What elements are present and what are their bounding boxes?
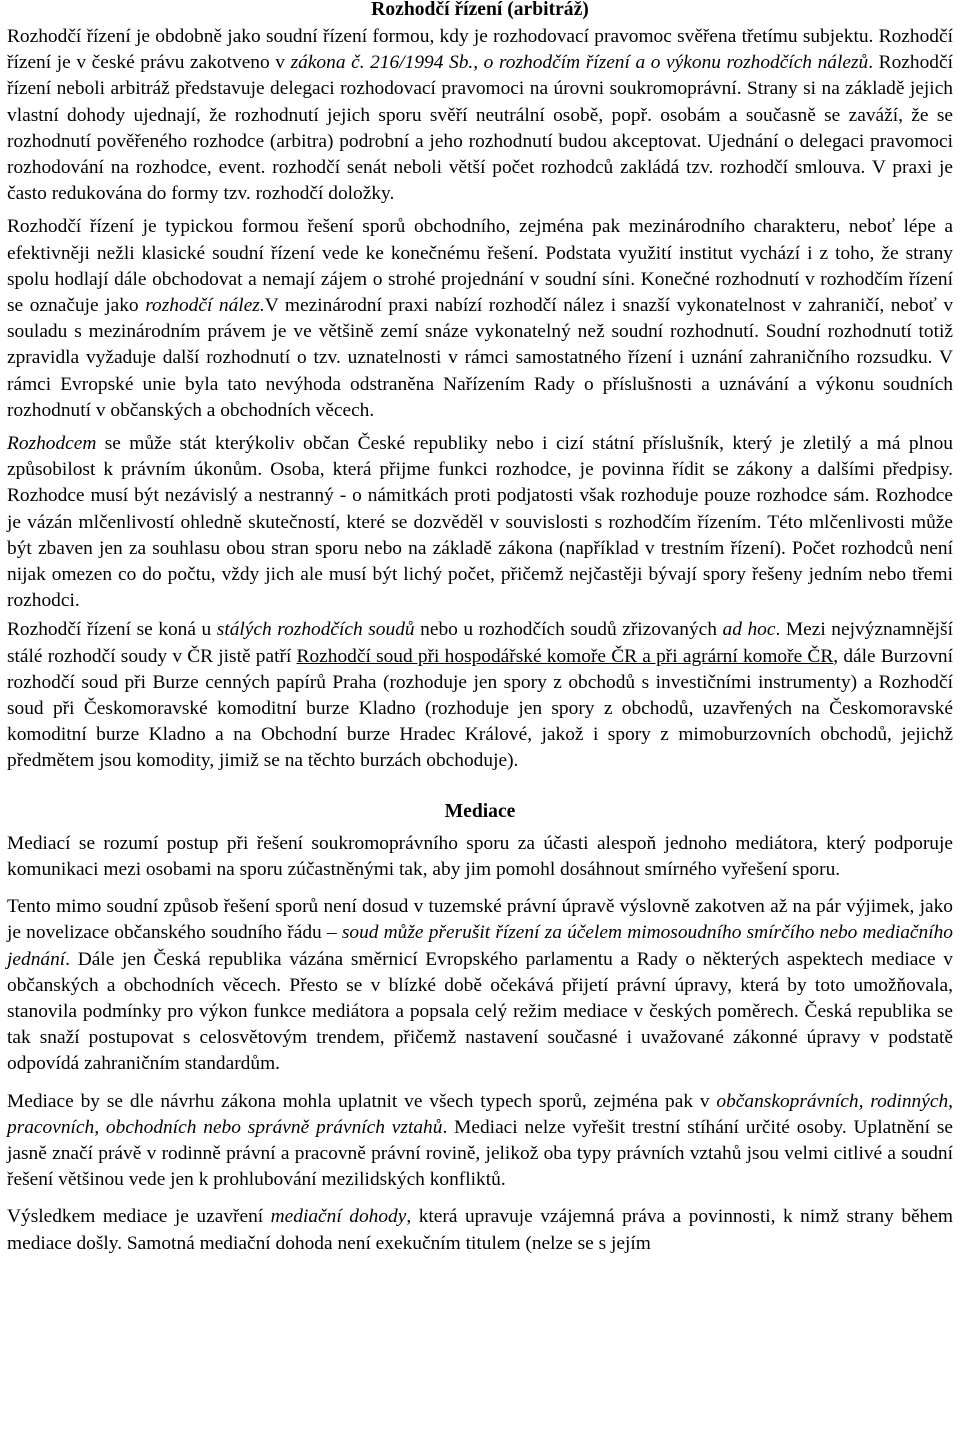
text-run: Výsledkem mediace je uzavření [7,1206,271,1228]
paragraph-mediation-agreement [7,1204,953,1256]
paragraph-mediation-legislation [7,894,953,1077]
text-run: . Mediaci nelze vyřešit trestní stíhání určité osoby. Uplatnění se jasně značí právě v rodinně právní a pracovně právní rovině, jelikož oba typy právních vztahů jsou velmi citlivé a soudní řešení většinou vede jen k prohlubování mezilidských konfliktů. [7,1116,953,1191]
paragraph-arbitration-courts [7,617,953,774]
text-run: . Dále jen Česká republika vázána směrnicí Evropského parlamentu a Rady o některých aspektech mediace v občanských a obchodních věcech. Přesto se v blízké době očekává přijetí právní úpravy, která by toto umožňovala, stanovila podmínky pro výkon funkce mediátora a popsala celý režim mediace v českých poměrech. Česká republika se tak snaží postupovat s celosvětovým trendem, přičemž nastavení současné i uvažované zákonné úpravy v podstatě odpovídá zahraničním standardům. [7,948,953,1075]
text-run: nebo u rozhodčích soudů zřizovaných [414,619,723,641]
italic-text-run: stálých rozhodčích soudů [216,619,415,641]
paragraph-arbitration-commercial [7,214,953,424]
paragraph-arbitration-intro [7,24,953,207]
paragraph-mediation-scope [7,1089,953,1194]
text-run: Rozhodčí řízení je obdobně jako soudní řízení formou, kdy je rozhodovací pravomoc svěřena třetímu subjektu. Rozhodčí řízení je v české právu zakotveno v [7,26,953,74]
text-run: Mediací se rozumí postup při řešení soukromoprávního sporu za účasti alespoň jednoho mediátora, který podporuje komunikaci mezi osobami na sporu zúčastněnými tak, aby jim pomohl dosáhnout smírného vyřešení sporu. [7,832,953,880]
italic-text-run: občanskoprávních, rodinných, pracovních, obchodních nebo správně právních vztahů [7,1090,954,1138]
italic-text-run: rozhodčí nález. [145,295,265,317]
text-run: , která upravuje vzájemná práva a povinnosti, k nimž strany během mediace došly. Samotná mediační dohoda není exekučním titulem (nelze se s jejím [7,1206,954,1254]
text-run: Mediace by se dle návrhu zákona mohla uplatnit ve všech typech sporů, zejména pak v [7,1090,717,1112]
italic-text-run: ad hoc [722,619,776,641]
text-run: , dále Burzovní rozhodčí soud při Burze cenných papírů Praha (rozhoduje jen spory z obchodů s investičními instrumenty) a Rozhodčí soud při Českomoravské komoditní burze Kladno (rozhoduje jen spory z obchodů, uzavřených na Českomoravské komoditní burze Kladno a na Obchodní burze Hradec Králové, jakož i spory z mimoburzovních obchodů, jejichž předmětem jsou komodity, jimiž se na těchto burzách obchoduje). [7,645,953,772]
text-run: Rozhodčí řízení je typickou formou řešení sporů obchodního, zejména pak mezinárodního charakteru, neboť lépe a efektivněji nežli klasické soudní řízení vede ke konečnému řešení. Podstata využití institut vychází i z toho, že strany spolu hodlají dále obchodovat a nemají zájem o strohé projednání v soudní síni. Konečné rozhodnutí v rozhodčím řízení se označuje jako [7,216,953,317]
italic-text-run: zákona č. 216/1994 Sb., o rozhodčím řízení a o výkonu rozhodčích nálezů [290,52,869,74]
text-run: Tento mimo soudní způsob řešení sporů není dosud v tuzemské právní úpravě výslovně zakotven až na pár výjimek, jako je novelizace občanského soudního řádu – [7,896,953,944]
paragraph-arbitrator [7,431,953,614]
italic-text-run: mediační dohody [270,1206,407,1228]
text-run: . Rozhodčí řízení neboli arbitráž představuje delegaci rozhodovací pravomoci na úrovni soukromoprávní. Strany si na základě jejich vlastní dohody ujednají, že rozhodnutí jejich sporu svěří neutrální osobě, popř. osobám a současně se zaváží, že se rozhodnutí pověřeného rozhodce (arbitra) podrobní a jeho rozhodnutí budou akceptovat. Ujednání o delegaci pravomoci rozhodování na rozhodce, event. rozhodčí senát neboli větší počet rozhodců zakládá tzv. rozhodčí smlouva. V praxi je často redukována do formy tzv. rozhodčí doložky. [7,52,953,205]
text-run: . Mezi nejvýznamnější stálé rozhodčí soudy v ČR jistě patří [7,619,953,667]
text-run: V mezinárodní praxi nabízí rozhodčí nález i snazší vykonatelnost v zahraničí, neboť v souladu s mezinárodním právem je ve většině zemí snáze vykonatelný než soudní rozhodnutí. Soudní rozhodnutí totiž zpravidla vyžaduje další rozhodnutí o tzv. uznatelnosti v rámci samostatného řízení i uznání zahraničního rozsudku. V rámci Evropské unie byla tato nevýhoda odstraněna Nařízením Rady o příslušnosti a uznávání a výkonu soudních rozhodnutí v občanských a obchodních věcech. [7,295,954,421]
italic-text-run: Rozhodcem [7,433,97,455]
text-run: se může stát kterýkoliv občan České republiky nebo i cizí státní příslušník, který je zletilý a má plnou způsobilost k právním úkonům. Osoba, která přijme funkci rozhodce, je povinna řídit se zákony a dalšími předpisy. Rozhodce musí být nezávislý a nestranný - o námitkách proti podjatosti však rozhoduje pouze rozhodce sám. Rozhodce je vázán mlčenlivostí ohledně skutečností, které se dozvěděl v souvislosti s rozhodčím řízením. Této mlčenlivosti může být zbaven jen za souhlasu obou stran sporu nebo na základě zákona (například v trestním řízení). Počet rozhodců není nijak omezen co do počtu, vždy jich ale musí být lichý počet, přičemž nejčastěji bývají spory řešeny jedním nebo třemi rozhodci. [7,433,953,612]
paragraph-mediation-definition [7,831,953,883]
italic-text-run: soud může přerušit řízení za účelem mimosoudního smírčího nebo mediačního jednání [7,922,954,970]
section-heading-mediation: Mediace [444,800,516,822]
page-title: Rozhodčí řízení (arbitráž) [371,0,589,20]
text-run: Rozhodčí řízení se koná u [7,619,217,641]
underlined-text-run: Rozhodčí soud při hospodářské komoře ČR a při agrární komoře ČR [296,645,834,667]
